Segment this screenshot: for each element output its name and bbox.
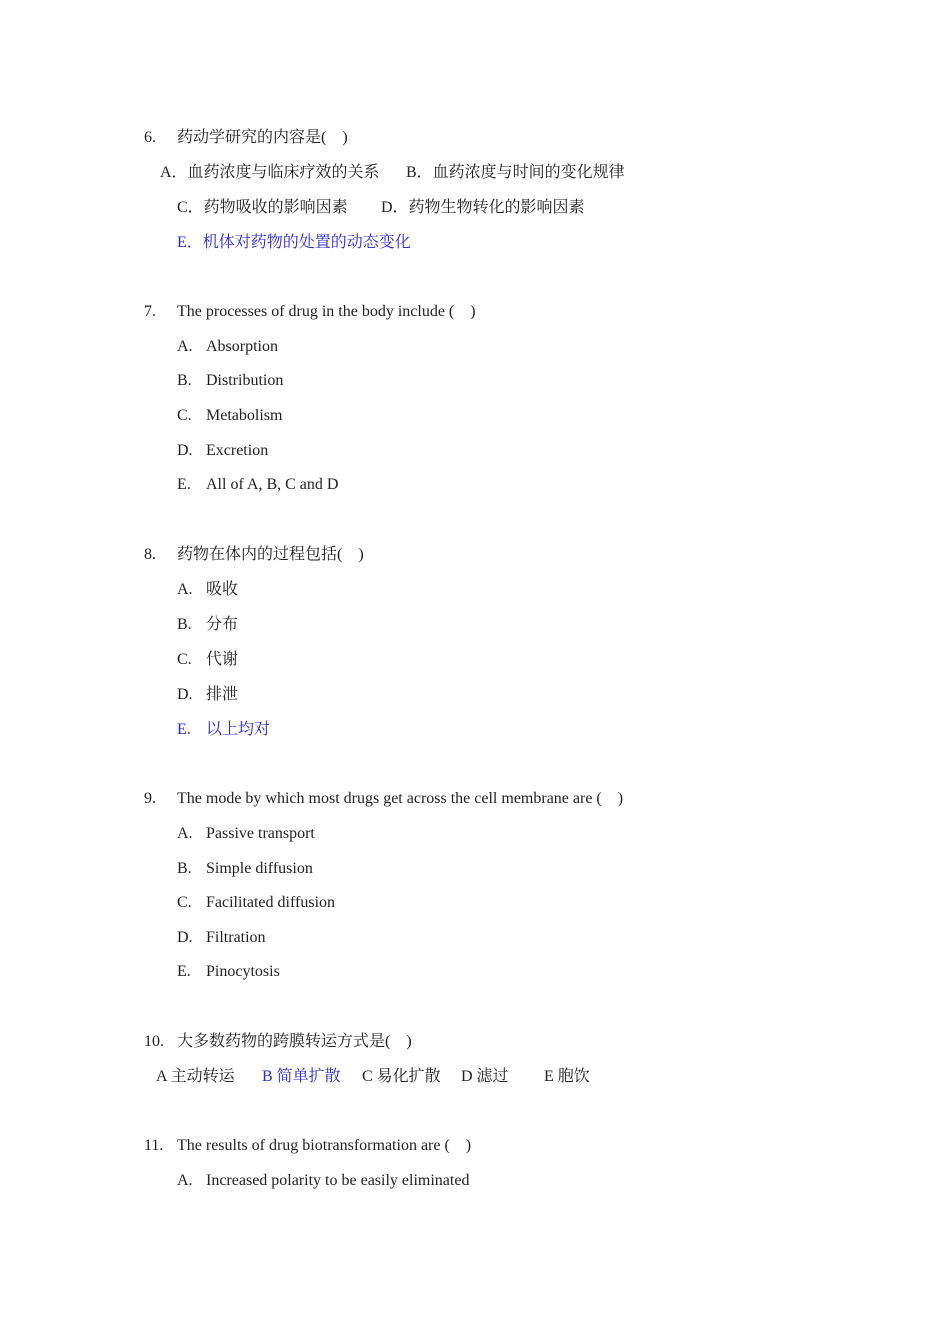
option-text: Passive transport bbox=[206, 825, 315, 842]
option-text: 分布 bbox=[206, 616, 239, 633]
option-letter: B. bbox=[177, 860, 192, 877]
question-number: 9. bbox=[144, 790, 156, 807]
question-stem: The processes of drug in the body include ( ) bbox=[177, 303, 476, 320]
option-e: E 胞饮 bbox=[544, 1068, 590, 1085]
option-text: Filtration bbox=[206, 929, 266, 946]
option-b: B．血药浓度与时间的变化规律 bbox=[406, 164, 625, 181]
option-letter: D. bbox=[177, 929, 193, 946]
option-text-answer: 以上均对 bbox=[206, 721, 271, 738]
option-letter-answer: E. bbox=[177, 721, 191, 738]
question-stem: The mode by which most drugs get across the cell membrane are ( ) bbox=[177, 790, 624, 807]
question-stem: 大多数药物的跨膜转运方式是( ) bbox=[177, 1033, 412, 1050]
question-stem: 药物在体内的过程包括( ) bbox=[177, 546, 364, 563]
option-text: All of A, B, C and D bbox=[206, 476, 339, 493]
question-stem: 药动学研究的内容是( ) bbox=[177, 129, 348, 146]
option-letter: E. bbox=[177, 963, 191, 980]
option-letter: C. bbox=[177, 407, 192, 424]
option-text: Excretion bbox=[206, 442, 269, 459]
option-text: Increased polarity to be easily eliminated bbox=[206, 1172, 470, 1189]
option-letter: A. bbox=[177, 338, 193, 355]
option-text: Simple diffusion bbox=[206, 860, 313, 877]
option-letter: A. bbox=[177, 1172, 193, 1189]
option-letter: B. bbox=[177, 616, 192, 633]
option-text: 吸收 bbox=[206, 581, 239, 598]
option-text: Pinocytosis bbox=[206, 963, 280, 980]
option-text: Distribution bbox=[206, 372, 284, 389]
question-number: 8. bbox=[144, 546, 156, 563]
option-text: Facilitated diffusion bbox=[206, 894, 336, 911]
question-stem: The results of drug biotransformation are ( ) bbox=[177, 1137, 472, 1154]
option-letter: A. bbox=[177, 581, 193, 598]
option-letter: C. bbox=[177, 651, 192, 668]
option-letter: C. bbox=[177, 894, 192, 911]
option-text: Metabolism bbox=[206, 407, 283, 424]
option-letter: A. bbox=[177, 825, 193, 842]
option-text: 排泄 bbox=[206, 686, 239, 703]
question-number: 10. bbox=[144, 1033, 164, 1050]
question-number: 7. bbox=[144, 303, 156, 320]
option-text: 代谢 bbox=[206, 651, 239, 668]
option-text: Absorption bbox=[206, 338, 278, 355]
option-d: D．药物生物转化的影响因素 bbox=[381, 199, 585, 216]
option-d: D 滤过 bbox=[461, 1068, 509, 1085]
option-letter: D. bbox=[177, 686, 193, 703]
option-c: C 易化扩散 bbox=[362, 1068, 441, 1085]
question-number: 11. bbox=[144, 1137, 164, 1154]
question-number: 6. bbox=[144, 129, 156, 146]
option-letter: E. bbox=[177, 476, 191, 493]
option-a: A 主动转运 bbox=[156, 1068, 235, 1085]
option-b-answer: B 简单扩散 bbox=[262, 1068, 341, 1085]
option-a: A．血药浓度与临床疗效的关系 bbox=[160, 164, 380, 181]
option-letter: B. bbox=[177, 372, 192, 389]
option-e-answer: E．机体对药物的处置的动态变化 bbox=[177, 234, 411, 251]
option-letter: D. bbox=[177, 442, 193, 459]
option-c: C．药物吸收的影响因素 bbox=[177, 199, 348, 216]
